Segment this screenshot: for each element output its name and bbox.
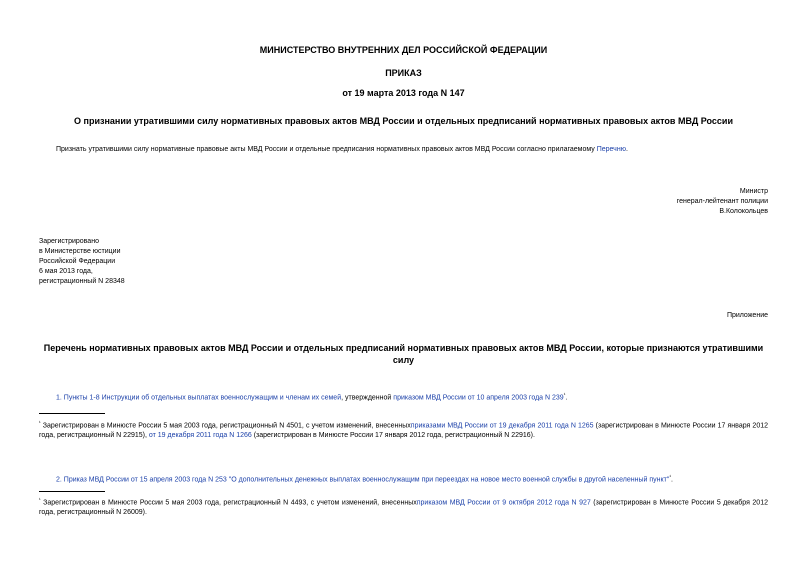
signature-block xyxy=(560,187,768,217)
order-253-link[interactable]: 2. Приказ МВД России от 15 апреля 2003 года N 253 "О дополнительных денежных выплатах военнослужащим при переездах на новое место военной службы в другой населенный пункт" xyxy=(56,476,670,484)
order-title: О признании утратившими силу нормативных правовых актов МВД России и отдельных предписаний нормативных правовых актов МВД России xyxy=(74,116,733,126)
footnote-marker: ¹ xyxy=(669,474,671,480)
foot2-text: (зарегистрирован в Минюсте России 5 декабря 2012 года, регистрационный N 26009). xyxy=(39,499,768,517)
order-927-link[interactable]: приказом МВД России от 9 октября 2012 года N 927 xyxy=(416,499,591,507)
signature-name: В.Колокольцев xyxy=(719,208,768,215)
footnote-marker: ¹ xyxy=(39,420,41,426)
registration-line: в Министерстве юстиции xyxy=(39,248,121,255)
appendix-label: Приложение xyxy=(726,312,768,319)
ministry-heading: МИНИСТЕРСТВО ВНУТРЕННИХ ДЕЛ РОССИЙСКОЙ ФЕДЕРАЦИИ xyxy=(259,45,548,55)
registration-line: регистрационный N 28348 xyxy=(39,278,125,285)
orders-1265-link[interactable]: приказами МВД России от 19 декабря 2011 года N 1265 xyxy=(410,422,594,430)
foot1-text: (зарегистрирован в Минюсте России 17 января 2012 года, регистрационный N 22915), xyxy=(39,422,768,440)
list-link[interactable]: Перечню xyxy=(596,146,626,153)
footnote-2 xyxy=(39,495,768,518)
main-paragraph xyxy=(56,145,756,155)
foot1-text: Зарегистрирован в Минюсте России 5 мая 2003 года, регистрационный N 4501, с учетом изменений, внесенных xyxy=(40,422,411,430)
registration-block xyxy=(39,237,239,287)
registration-line: Зарегистрировано xyxy=(39,238,99,245)
registration-line: Российской Федерации xyxy=(39,258,116,265)
appendix-title: Перечень нормативных правовых актов МВД России и отдельных предписаний нормативных правовых актов МВД России, которые признаются утратившими силу xyxy=(43,343,764,365)
date-number-heading: от 19 марта 2013 года N 147 xyxy=(342,88,465,98)
main-text: Признать утратившими силу нормативные правовые акты МВД России и отдельные предписания нормативных правовых актов МВД России согласно прилагаемому xyxy=(56,146,597,153)
footnote-divider xyxy=(39,491,105,492)
main-end: . xyxy=(625,146,628,153)
list-item-1 xyxy=(56,390,776,403)
registration-line: 6 мая 2013 года, xyxy=(39,268,93,275)
item2-end: . xyxy=(671,476,673,484)
signature-position: Министр xyxy=(739,188,768,195)
order-239-link[interactable]: приказом МВД России от 10 апреля 2003 года N 239 xyxy=(393,394,564,402)
instruction-link[interactable]: 1. Пункты 1-8 Инструкции об отдельных выплатах военнослужащим и членам их семей xyxy=(56,394,342,402)
foot2-text: Зарегистрирован в Минюсте России 5 мая 2003 года, регистрационный N 4493, с учетом изменений, внесенных xyxy=(40,499,417,507)
item1-end: . xyxy=(565,394,568,402)
foot1-text: (зарегистрирован в Минюсте России 17 января 2012 года, регистрационный N 22916). xyxy=(251,432,535,440)
item1-text: , утвержденной xyxy=(341,394,394,402)
doc-type-heading: ПРИКАЗ xyxy=(385,68,422,78)
footnote-marker: ¹ xyxy=(563,392,566,398)
signature-rank: генерал-лейтенант полиции xyxy=(676,198,768,205)
footnote-marker: ¹ xyxy=(39,497,41,503)
list-item-2 xyxy=(56,472,776,485)
footnote-divider xyxy=(39,413,105,414)
footnote-1 xyxy=(39,418,768,441)
order-1266-link[interactable]: от 19 декабря 2011 года N 1266 xyxy=(148,432,252,440)
